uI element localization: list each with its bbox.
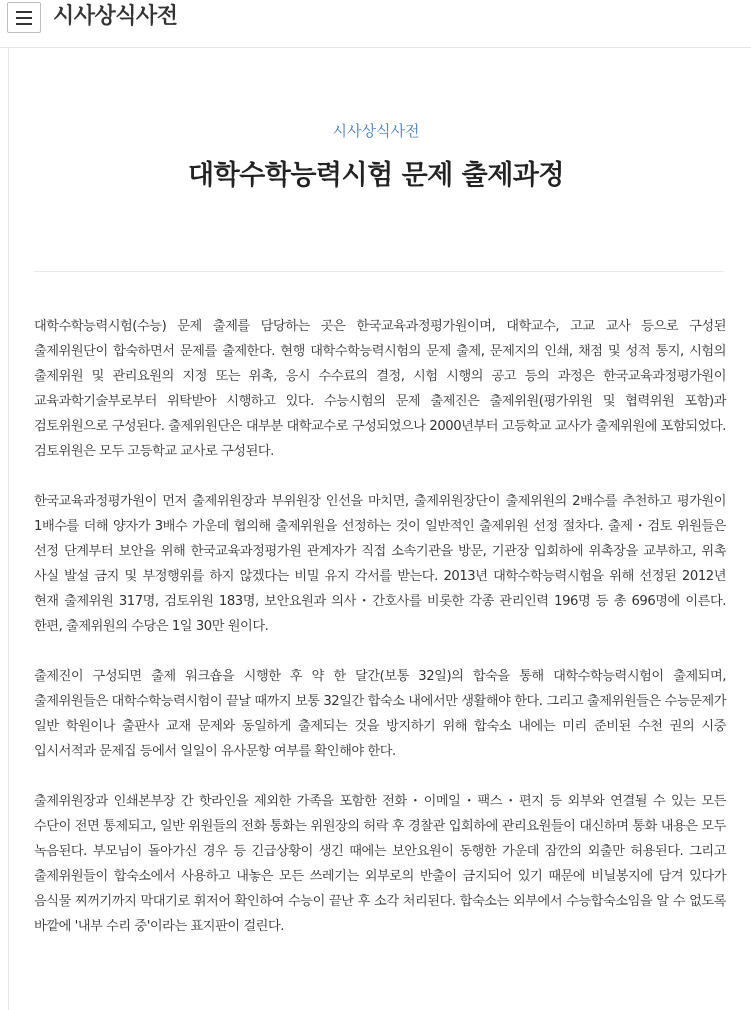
article-paragraph: 대학수학능력시험(수능) 문제 출제를 담당하는 곳은 한국교육과정평가원이며, 대학교수, 고교 교사 등으로 구성된 출제위원단이 합숙하면서 문제를 출제한다. 현행 대학수학능력시험의 문제 출제, 문제지의 인쇄, 채점 및 성적 통지, 시험의 출제위원 및 관리요원의 지정 또는 위촉, 응시 수수료의 결정, 시험 시행의 공고 등의 과정은 한국교육과정평가원이 교육과학기술부로부터 위탁받아 시행하고 있다. 수능시험의 문제 출제진은 출제위원(평가위원 및 협력위원 포함)과 검토위원으로 구성된다. 출제위원단은 대부분 대학교수로 구성되었으나 2000년부터 고등학교 교사가 출제위원에 포함되었다. 검토위원은 모두 고등학교 교사로 구성된다.: [34, 319, 726, 459]
divider: [34, 271, 724, 272]
article-paragraph: 출제진이 구성되면 출제 워크숍을 시행한 후 약 한 달간(보통 32일)의 합숙을 통해 대학수학능력시험이 출제되며, 출제위원들은 대학수학능력시험이 끝날 때까지 보통 32일간 합숙소 내에서만 생활해야 한다. 그리고 출제위원들은 수능문제가 일반 학원이나 출판사 교재 문제와 동일하게 출제되는 것을 방지하기 위해 합숙소 내에는 미리 준비된 수천 권의 시중 입시서적과 문제집 등에서 일일이 유사문항 여부를 확인해야 한다.: [34, 669, 726, 759]
article-paragraph: 한국교육과정평가원이 먼저 출제위원장과 부위원장 인선을 마치면, 출제위원장단이 출제위원의 2배수를 추천하고 평가원이 1배수를 더해 양자가 3배수 가운데 협의해 출제위원을 선정하는 것이 일반적인 출제위원 선정 절차다. 출제・검토 위원들은 선정 단계부터 보안을 위해 한국교육과정평가원 관계자가 직접 소속기관을 방문, 기관장 입회하에 위촉장을 교부하고, 위촉 사실 발설 금지 및 부정행위를 하지 않겠다는 비밀 유지 각서를 받는다. 2013년 대학수학능력시험을 위해 선정된 2012년 현재 출제위원 317명, 검토위원 183명, 보안요원과 의사・간호사를 비롯한 각종 관리인력 196명 등 총 696명에 이른다. 한편, 출제위원의 수당은 1일 30만 원이다.: [34, 494, 726, 634]
article-paragraph: 출제위원장과 인쇄본부장 간 핫라인을 제외한 가족을 포함한 전화・이메일・팩스・편지 등 외부와 연결될 수 있는 모든 수단이 전면 통제되고, 일반 위원들의 전화 통화는 위원장의 허락 후 경찰관 입회하에 관리요원들이 대신하며 통화 내용은 모두 녹음된다. 부모님이 돌아가신 경우 등 긴급상황이 생긴 때에는 보안요원이 동행한 가운데 잠깐의 외출만 허용된다. 그리고 출제위원들이 합숙소에서 사용하고 내놓은 모든 쓰레기는 외부로의 반출이 금지되어 있기 때문에 비닐봉지에 담겨 있다가 음식물 찌꺼기까지 막대기로 휘저어 확인하여 수능이 끝난 후 소각 처리된다. 합숙소는 외부에서 수능합숙소임을 알 수 없도록 바깥에 '내부 수리 중'이라는 표지판이 걸린다.: [34, 794, 726, 934]
site-title[interactable]: 시사상식사전: [53, 4, 178, 29]
hamburger-menu-icon: [16, 11, 32, 25]
menu-button[interactable]: [7, 2, 41, 33]
article-title: 대학수학능력시험 문제 출제과정: [188, 160, 564, 191]
article-container: [8, 48, 751, 1010]
article-body: [34, 314, 726, 964]
article-category[interactable]: 시사상식사전: [332, 122, 420, 140]
top-bar: [0, 0, 751, 48]
